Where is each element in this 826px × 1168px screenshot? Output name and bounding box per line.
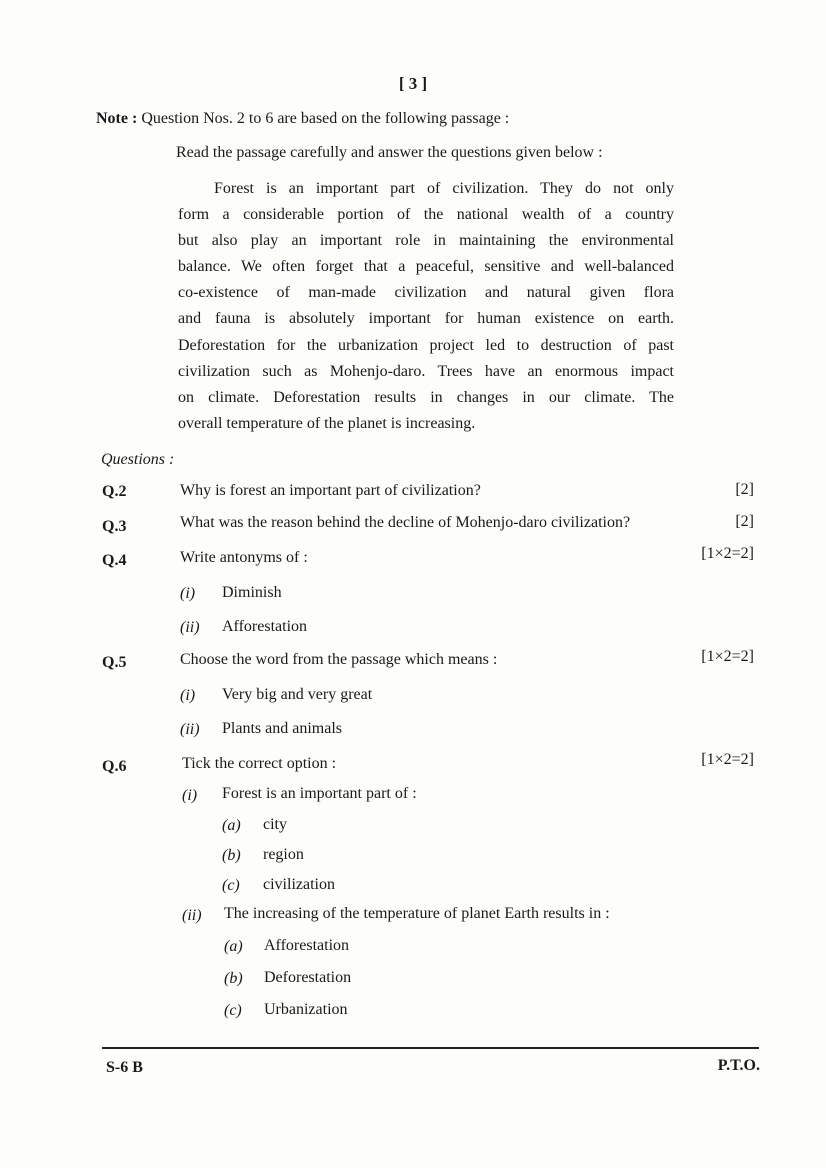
- option-text: region: [263, 846, 304, 863]
- question-text: Write antonyms of :: [180, 549, 308, 566]
- paper-code: S-6 B: [106, 1059, 143, 1076]
- question-marks: [2]: [735, 513, 754, 530]
- passage-line: co-existence of man-made civilization and natural given flora: [178, 284, 674, 302]
- question-marks: [1×2=2]: [701, 648, 754, 665]
- option-letter: (a): [222, 817, 241, 834]
- note-text: Question Nos. 2 to 6 are based on the following passage :: [141, 110, 510, 127]
- question-marks: [2]: [735, 481, 754, 498]
- option-letter: (c): [224, 1002, 242, 1019]
- sub-question-text: Forest is an important part of :: [222, 785, 417, 802]
- option-text: civilization: [263, 876, 335, 893]
- option-text: city: [263, 816, 287, 833]
- sub-question-text: Afforestation: [222, 618, 308, 635]
- option-letter: (c): [222, 877, 240, 894]
- sub-question-numeral: (ii): [182, 907, 202, 924]
- option-text: Deforestation: [264, 969, 352, 986]
- question-number: Q.6: [102, 758, 127, 775]
- passage-line: Deforestation for the urbanization project led to destruction of past: [178, 336, 674, 354]
- question-number: Q.3: [102, 518, 127, 535]
- questions-label: Questions :: [101, 451, 175, 468]
- instruction: Read the passage carefully and answer the questions given below :: [176, 144, 603, 161]
- question-marks: [1×2=2]: [701, 545, 754, 562]
- question-text: What was the reason behind the decline of Mohenjo-daro civilization?: [180, 514, 631, 531]
- question-number: Q.5: [102, 654, 127, 671]
- question-text: Tick the correct option :: [182, 755, 337, 772]
- passage-line: overall temperature of the planet is increasing.: [178, 414, 476, 432]
- sub-question-numeral: (ii): [180, 721, 200, 738]
- passage-line: on climate. Deforestation results in changes in our climate. The: [178, 388, 674, 406]
- passage-line: but also play an important role in maintaining the environmental: [178, 232, 674, 250]
- option-letter: (b): [224, 970, 243, 987]
- passage-line: and fauna is absolutely important for human existence on earth.: [178, 310, 674, 328]
- pto-label: P.T.O.: [717, 1057, 760, 1074]
- question-number: Q.2: [102, 483, 127, 500]
- sub-question-numeral: (ii): [180, 619, 200, 636]
- option-text: Afforestation: [264, 937, 350, 954]
- sub-question-numeral: (i): [180, 687, 196, 704]
- option-letter: (b): [222, 847, 241, 864]
- question-marks: [1×2=2]: [701, 751, 754, 768]
- sub-question-text: Plants and animals: [222, 720, 342, 737]
- option-letter: (a): [224, 938, 243, 955]
- question-number: Q.4: [102, 552, 127, 569]
- sub-question-text: The increasing of the temperature of planet Earth results in :: [224, 905, 610, 922]
- passage-line: form a considerable portion of the national wealth of a country: [178, 206, 674, 224]
- sub-question-text: Very big and very great: [222, 686, 373, 703]
- question-text: Why is forest an important part of civilization?: [180, 482, 481, 499]
- sub-question-text: Diminish: [222, 584, 282, 601]
- passage-line: Forest is an important part of civilization. They do not only: [214, 180, 674, 197]
- note-label: Note :: [96, 110, 138, 127]
- footer-divider: [102, 1047, 759, 1049]
- sub-question-numeral: (i): [182, 787, 198, 804]
- note: [96, 110, 509, 128]
- option-text: Urbanization: [264, 1001, 348, 1018]
- passage-line: civilization such as Mohenjo-daro. Trees have an enormous impact: [178, 362, 674, 380]
- passage: [178, 176, 674, 437]
- sub-question-numeral: (i): [180, 585, 196, 602]
- page-number: [ 3 ]: [398, 74, 428, 93]
- question-text: Choose the word from the passage which means :: [180, 651, 498, 668]
- passage-line: balance. We often forget that a peaceful, sensitive and well-balanced: [178, 258, 674, 276]
